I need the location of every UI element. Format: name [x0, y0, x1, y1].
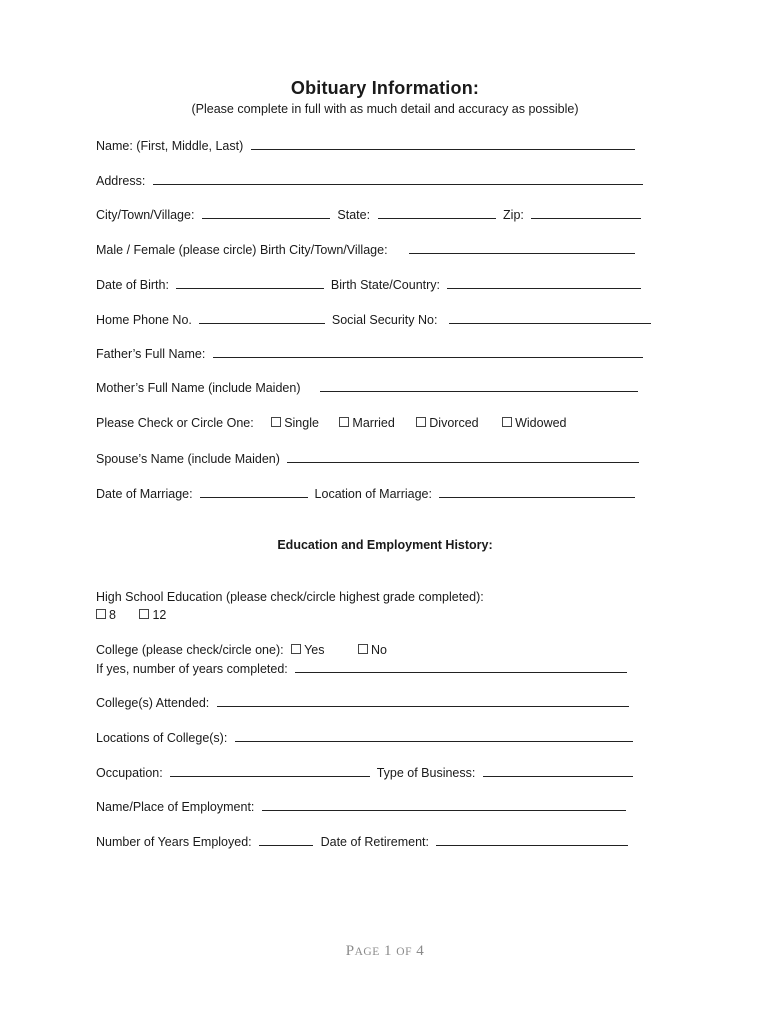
grade-option-12[interactable]: 12 [139, 608, 166, 622]
page-number: 1 [384, 943, 393, 959]
gender-birth-city-row [96, 241, 635, 258]
occupation-row [96, 764, 633, 781]
mother-label: Mother’s Full Name (include Maiden) [96, 381, 301, 395]
high-school-label: High School Education (please check/circle highest grade completed): [96, 590, 484, 604]
of-word: OF [396, 946, 412, 958]
birth-city-field[interactable] [409, 241, 635, 254]
years-employed-label: Number of Years Employed: [96, 835, 252, 849]
city-label: City/Town/Village: [96, 208, 195, 222]
form-subtitle: (Please complete in full with as much detail and accuracy as possible) [191, 102, 579, 116]
years-completed-label: If yes, number of years completed: [96, 662, 288, 676]
option-divorced[interactable]: Divorced [416, 416, 478, 430]
checkbox-icon [358, 644, 368, 654]
form-title: Obituary Information: [290, 78, 480, 98]
total-pages: 4 [416, 943, 425, 959]
name-field[interactable] [251, 137, 635, 150]
dob-field[interactable] [176, 276, 324, 289]
college-option-yes[interactable]: Yes [291, 643, 324, 657]
checkbox-icon [96, 609, 106, 619]
marriage-date-field[interactable] [200, 485, 308, 498]
grade-option-8[interactable]: 8 [96, 608, 116, 622]
grade-options-row [96, 607, 166, 623]
years-employed-field[interactable] [259, 833, 313, 846]
page-word-rest: AGE [354, 946, 380, 958]
page-number-footer [0, 943, 770, 960]
checkbox-icon [502, 417, 512, 427]
college-locations-row [96, 729, 633, 746]
father-field[interactable] [213, 345, 643, 358]
state-field[interactable] [378, 206, 496, 219]
business-type-label: Type of Business: [376, 766, 476, 780]
occupation-field[interactable] [170, 764, 370, 777]
occupation-label: Occupation: [96, 766, 163, 780]
address-row [96, 172, 643, 189]
name-row [96, 137, 635, 154]
phone-ssn-row [96, 311, 651, 328]
spouse-field[interactable] [287, 450, 639, 463]
employment-place-row [96, 798, 626, 815]
option-widowed[interactable]: Widowed [502, 416, 566, 430]
option-single[interactable]: Single [271, 416, 319, 430]
mother-field[interactable] [320, 379, 638, 392]
colleges-attended-row [96, 694, 629, 711]
years-employed-row [96, 833, 628, 850]
dob-label: Date of Birth: [96, 278, 169, 292]
dob-row [96, 276, 641, 293]
employment-place-field[interactable] [262, 798, 626, 811]
retirement-date-field[interactable] [436, 833, 628, 846]
business-type-field[interactable] [483, 764, 633, 777]
college-locations-label: Locations of College(s): [96, 731, 228, 745]
birth-state-field[interactable] [447, 276, 641, 289]
marital-status-row [96, 415, 567, 431]
ssn-field[interactable] [449, 311, 651, 324]
home-phone-label: Home Phone No. [96, 313, 192, 327]
address-label: Address: [96, 174, 146, 188]
college-row [96, 642, 387, 658]
spouse-row [96, 450, 639, 467]
years-completed-field[interactable] [295, 660, 627, 673]
high-school-row [96, 589, 484, 605]
checkbox-icon [416, 417, 426, 427]
father-row [96, 345, 643, 362]
retirement-date-label: Date of Retirement: [320, 835, 429, 849]
state-label: State: [337, 208, 371, 222]
checkbox-icon [139, 609, 149, 619]
home-phone-field[interactable] [199, 311, 325, 324]
marriage-row [96, 485, 635, 502]
colleges-attended-field[interactable] [217, 694, 629, 707]
college-prompt: College (please check/circle one): [96, 643, 284, 657]
checkbox-icon [339, 417, 349, 427]
checkbox-icon [271, 417, 281, 427]
zip-label: Zip: [503, 208, 524, 222]
mother-row [96, 379, 638, 396]
marital-prompt: Please Check or Circle One: [96, 416, 254, 430]
marriage-location-label: Location of Marriage: [314, 487, 432, 501]
college-locations-field[interactable] [235, 729, 633, 742]
employment-place-label: Name/Place of Employment: [96, 800, 255, 814]
address-field[interactable] [153, 172, 643, 185]
marriage-date-label: Date of Marriage: [96, 487, 193, 501]
name-label: Name: (First, Middle, Last) [96, 139, 244, 153]
marriage-location-field[interactable] [439, 485, 635, 498]
section-heading: Education and Employment History: [277, 538, 493, 552]
option-married[interactable]: Married [339, 416, 394, 430]
spouse-label: Spouse’s Name (include Maiden) [96, 452, 280, 466]
birth-state-label: Birth State/Country: [330, 278, 440, 292]
gender-birth-city-label: Male / Female (please circle) Birth City/Town/Village: [96, 243, 388, 257]
years-completed-row [96, 660, 627, 677]
city-state-zip-row [96, 206, 641, 223]
father-label: Father’s Full Name: [96, 347, 206, 361]
zip-field[interactable] [531, 206, 641, 219]
city-field[interactable] [202, 206, 330, 219]
ssn-label: Social Security No: [331, 313, 438, 327]
checkbox-icon [291, 644, 301, 654]
college-option-no[interactable]: No [358, 643, 387, 657]
colleges-attended-label: College(s) Attended: [96, 696, 210, 710]
page-word-initial: P [345, 943, 355, 959]
